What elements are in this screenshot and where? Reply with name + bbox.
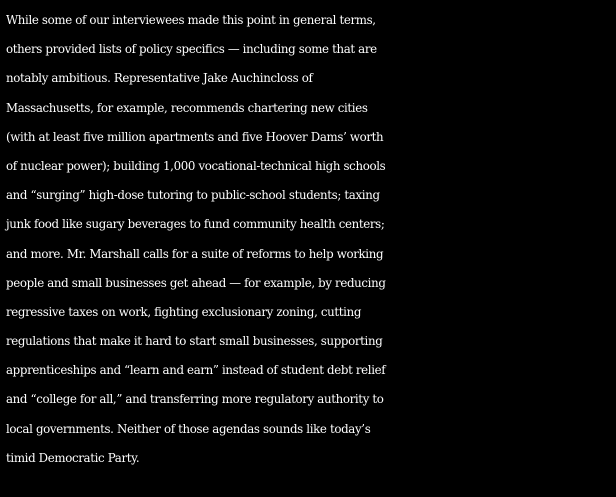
- paragraph-line: local governments. Neither of those agendas sounds like today’s: [6, 421, 371, 436]
- paragraph-line: junk food like sugary beverages to fund community health centers;: [6, 217, 385, 232]
- paragraph-line: and “surging” high-dose tutoring to public-school students; taxing: [6, 188, 380, 203]
- paragraph-line: and more. Mr. Marshall calls for a suite of reforms to help working: [6, 246, 384, 261]
- paragraph-line: of nuclear power); building 1,000 vocational-technical high schools: [6, 158, 386, 173]
- paragraph-line: people and small businesses get ahead — for example, by reducing: [6, 275, 386, 290]
- paragraph-line: regressive taxes on work, fighting exclusionary zoning, cutting: [6, 304, 362, 319]
- paragraph-line: notably ambitious. Representative Jake Auchincloss of: [6, 71, 313, 86]
- article-paragraph: [6, 6, 616, 473]
- paragraph-line: and “college for all,” and transferring more regulatory authority to: [6, 392, 384, 407]
- paragraph-line: others provided lists of policy specifics — including some that are: [6, 42, 377, 57]
- paragraph-line: Massachusetts, for example, recommends chartering new cities: [6, 100, 368, 115]
- paragraph-line: timid Democratic Party.: [6, 450, 140, 465]
- paragraph-line: (with at least five million apartments and five Hoover Dams’ worth: [6, 129, 384, 144]
- paragraph-line: regulations that make it hard to start small businesses, supporting: [6, 334, 383, 349]
- paragraph-line: apprenticeships and “learn and earn” instead of student debt relief: [6, 363, 386, 378]
- paragraph-line: While some of our interviewees made this point in general terms,: [6, 13, 376, 27]
